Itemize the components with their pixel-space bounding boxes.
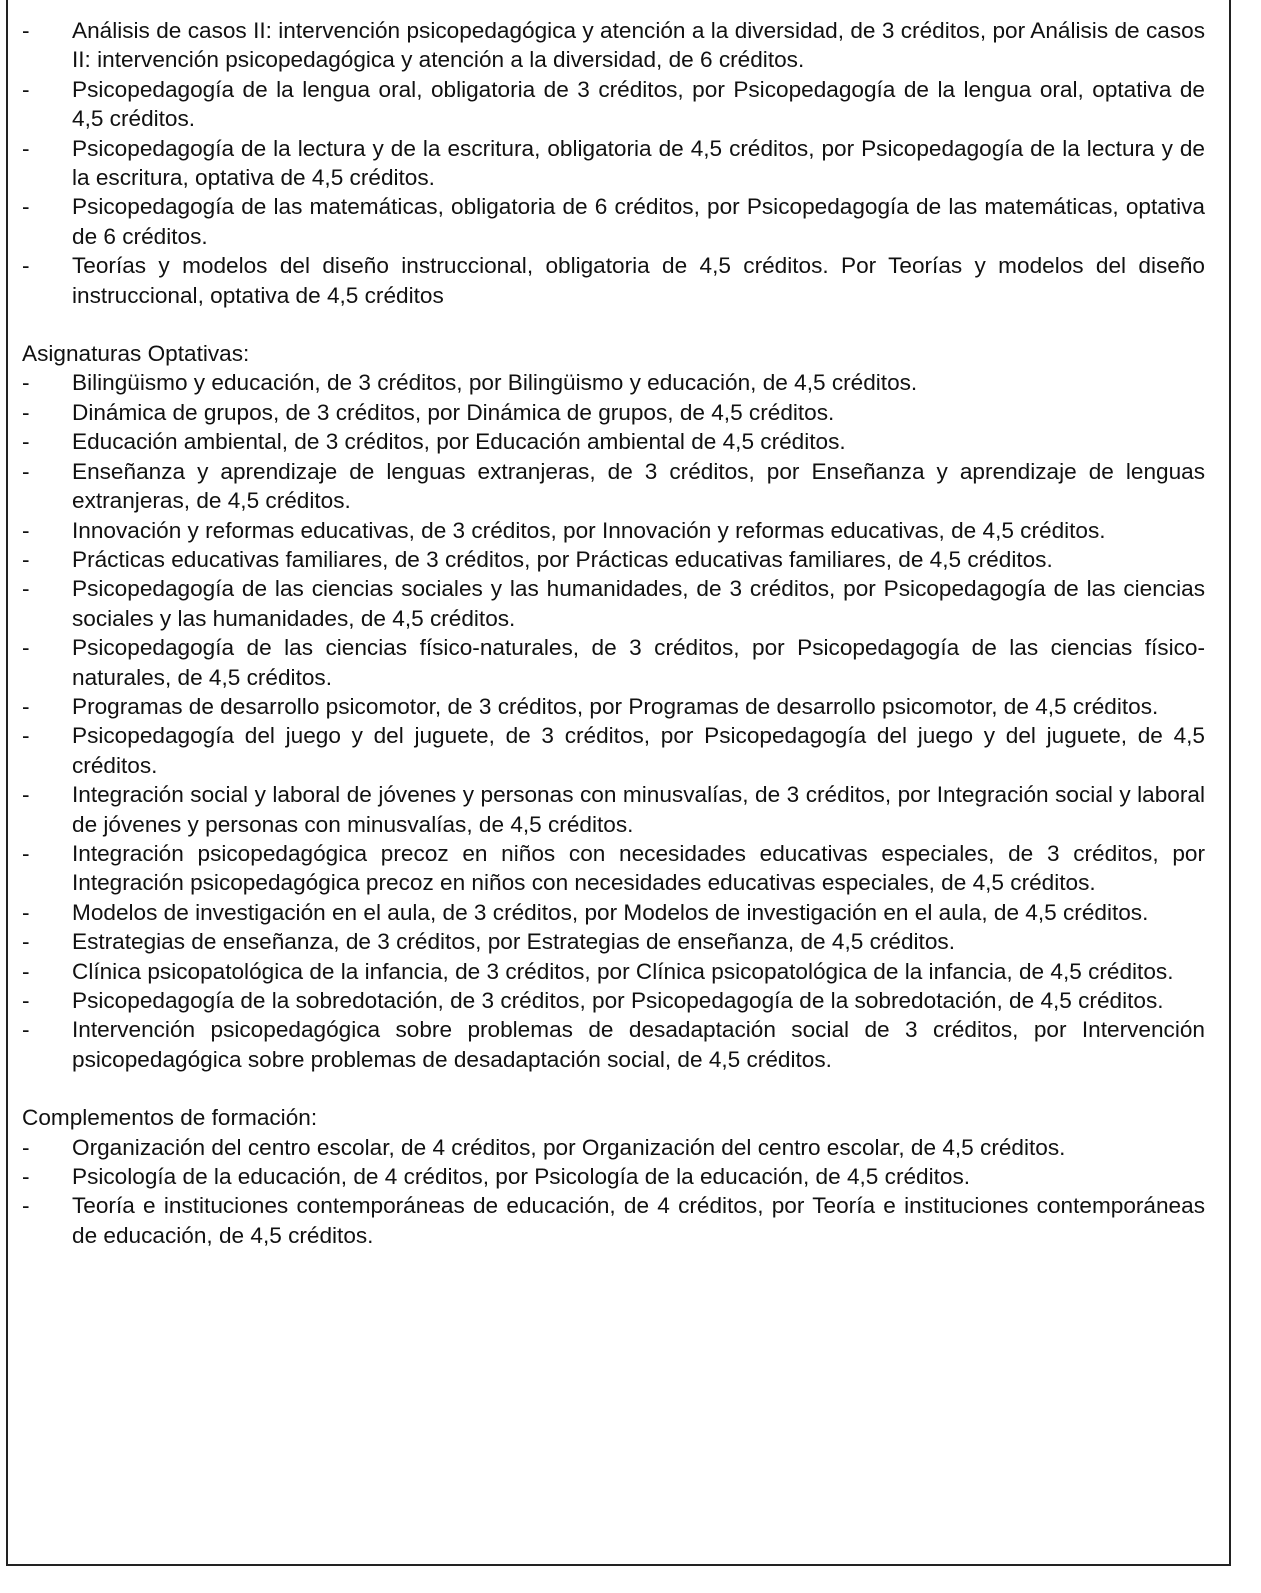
list-item: - Psicopedagogía de las matemáticas, obligatoria de 6 créditos, por Psicopedagogía de las matemáticas, optativa de 6 créditos. <box>22 192 1205 251</box>
continuation-list <box>22 16 1205 310</box>
complementos-heading: Complementos de formación: <box>22 1105 318 1131</box>
list-item: - Prácticas educativas familiares, de 3 créditos, por Prácticas educativas familiares, de 4,5 créditos. <box>22 545 1205 574</box>
list-item: - Teorías y modelos del diseño instruccional, obligatoria de 4,5 créditos. Por Teorías y modelos del diseño instruccional, optativa de 4,5 créditos <box>22 251 1205 310</box>
list-item: - Programas de desarrollo psicomotor, de 3 créditos, por Programas de desarrollo psicomotor, de 4,5 créditos. <box>22 692 1205 721</box>
list-item: - Psicopedagogía de la sobredotación, de 3 créditos, por Psicopedagogía de la sobredotación, de 4,5 créditos. <box>22 986 1205 1015</box>
list-item: - Psicopedagogía del juego y del juguete, de 3 créditos, por Psicopedagogía del juego y del juguete, de 4,5 créditos. <box>22 721 1205 780</box>
document-frame <box>6 0 1231 1566</box>
list-item: - Integración social y laboral de jóvenes y personas con minusvalías, de 3 créditos, por Integración social y laboral de jóvenes y personas con minusvalías, de 4,5 créditos. <box>22 780 1205 839</box>
list-item: - Psicopedagogía de las ciencias físico-naturales, de 3 créditos, por Psicopedagogía de las ciencias físico-naturales, de 4,5 créditos. <box>22 633 1205 692</box>
list-item: - Intervención psicopedagógica sobre problemas de desadaptación social de 3 créditos, por Intervención psicopedagógica sobre problemas de desadaptación social, de 4,5 créditos. <box>22 1015 1205 1074</box>
list-item: - Bilingüismo y educación, de 3 créditos, por Bilingüismo y educación, de 4,5 créditos. <box>22 368 1205 397</box>
optativas-heading: Asignaturas Optativas: <box>22 341 250 367</box>
list-item: - Psicología de la educación, de 4 créditos, por Psicología de la educación, de 4,5 créditos. <box>22 1162 1205 1191</box>
list-item: - Análisis de casos II: intervención psicopedagógica y atención a la diversidad, de 3 créditos, por Análisis de casos II: intervención psicopedagógica y atención a la diversidad, de 6 créditos. <box>22 16 1205 75</box>
list-item: - Innovación y reformas educativas, de 3 créditos, por Innovación y reformas educativas, de 4,5 créditos. <box>22 516 1205 545</box>
list-item: - Educación ambiental, de 3 créditos, por Educación ambiental de 4,5 créditos. <box>22 427 1205 456</box>
list-item: - Integración psicopedagógica precoz en niños con necesidades educativas especiales, de 3 créditos, por Integración psicopedagógica precoz en niños con necesidades educativas especiales, de 4,5 créditos. <box>22 839 1205 898</box>
list-item: - Psicopedagogía de la lengua oral, obligatoria de 3 créditos, por Psicopedagogía de la lengua oral, optativa de 4,5 créditos. <box>22 75 1205 134</box>
list-item: - Enseñanza y aprendizaje de lenguas extranjeras, de 3 créditos, por Enseñanza y aprendizaje de lenguas extranjeras, de 4,5 créditos. <box>22 457 1205 516</box>
list-item: - Estrategias de enseñanza, de 3 créditos, por Estrategias de enseñanza, de 4,5 créditos. <box>22 927 1205 956</box>
list-item: - Organización del centro escolar, de 4 créditos, por Organización del centro escolar, de 4,5 créditos. <box>22 1133 1205 1162</box>
list-item: - Dinámica de grupos, de 3 créditos, por Dinámica de grupos, de 4,5 créditos. <box>22 398 1205 427</box>
list-item: - Psicopedagogía de las ciencias sociales y las humanidades, de 3 créditos, por Psicopedagogía de las ciencias sociales y las humanidades, de 4,5 créditos. <box>22 574 1205 633</box>
complementos-list <box>22 1133 1205 1251</box>
list-item: - Teoría e instituciones contemporáneas de educación, de 4 créditos, por Teoría e instituciones contemporáneas de educación, de 4,5 créditos. <box>22 1191 1205 1250</box>
optativas-list <box>22 368 1205 1074</box>
list-item: - Clínica psicopatológica de la infancia, de 3 créditos, por Clínica psicopatológica de la infancia, de 4,5 créditos. <box>22 957 1205 986</box>
list-item: - Modelos de investigación en el aula, de 3 créditos, por Modelos de investigación en el aula, de 4,5 créditos. <box>22 898 1205 927</box>
list-item: - Psicopedagogía de la lectura y de la escritura, obligatoria de 4,5 créditos, por Psicopedagogía de la lectura y de la escritura, optativa de 4,5 créditos. <box>22 134 1205 193</box>
